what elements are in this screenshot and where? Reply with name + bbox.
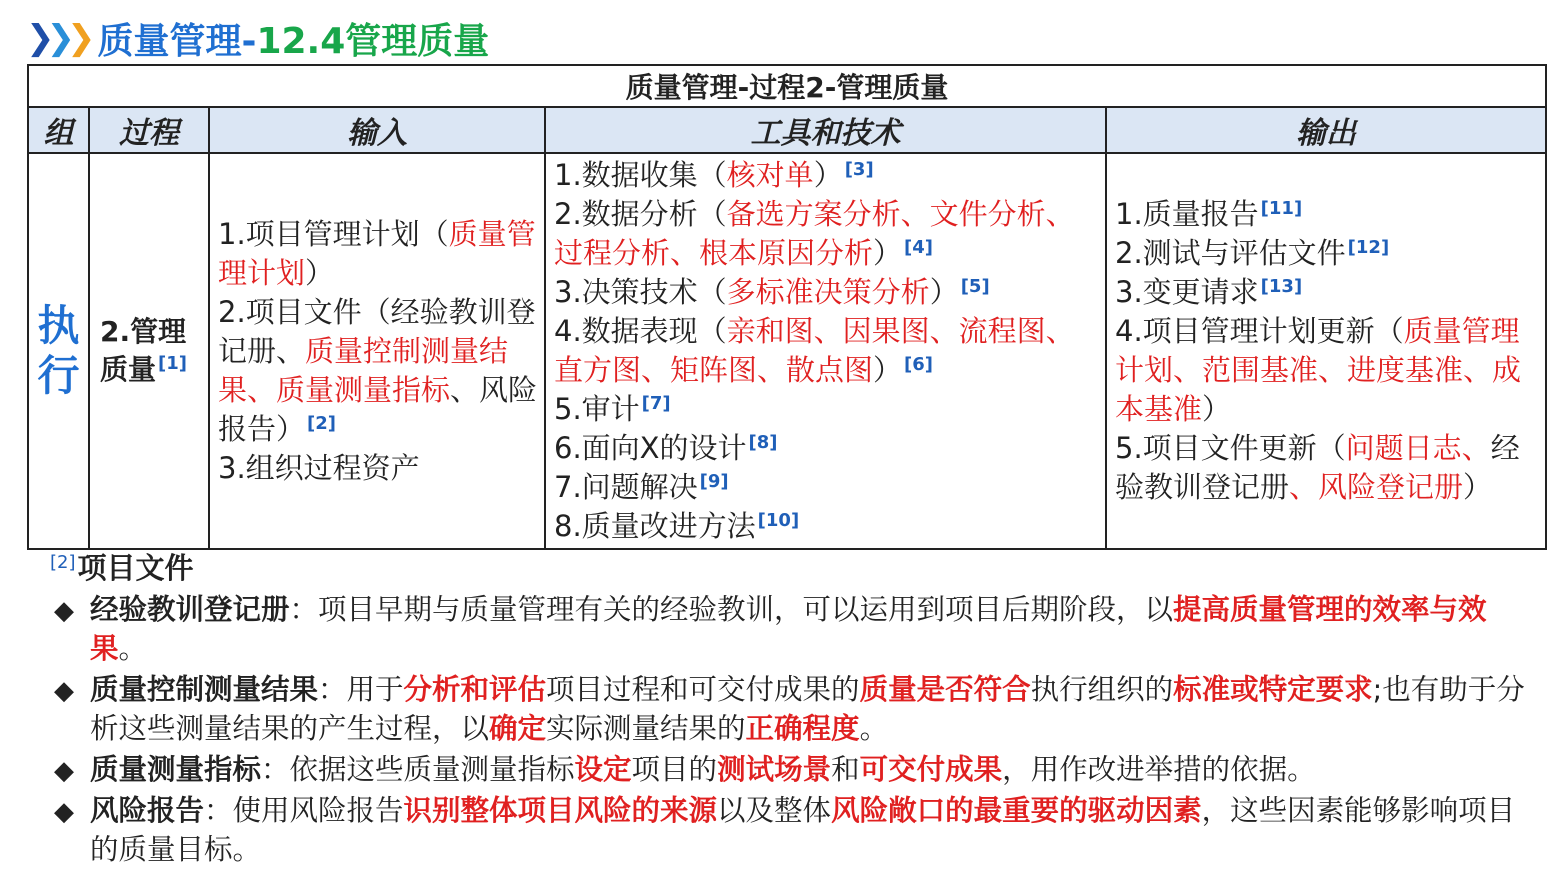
notes-heading: [2]项目文件 [50,551,194,585]
input-item-2: 2.项目文件（经验教训登记册、质量控制测量结果、质量测量指标、风险报告） [2] [218,294,538,446]
diamond-bullet-icon: ◆ [54,797,74,827]
slide-title: 质量管理-12.4管理质量 [97,20,490,62]
outputs-cell [1106,153,1546,549]
column-header-inputs: 输入 [209,107,545,153]
note-quality-control-measurements: ◆ 质量控制测量结果：用于分析和评估项目过程和可交付成果的质量是否符合执行组织的标准或特定要求;也有助于分析这些测量结果的产生过程，以确定实际测量结果的正确程度。 [54,673,1525,745]
table-caption: 质量管理-过程2-管理质量 [28,65,1546,107]
diamond-bullet-icon: ◆ [54,596,74,626]
output-item-2: 2.测试与评估文件 [12] [1115,236,1390,270]
column-header-group: 组 [28,107,89,153]
group-cell [28,153,89,549]
ref-1: [1] [158,353,187,374]
tools-cell [545,153,1106,549]
column-header-process: 过程 [89,107,209,153]
tool-item-2: 2.数据分析（备选方案分析、文件分析、过程分析、根本原因分析） [4] [554,197,1075,270]
process-table [27,64,1547,550]
slide-header [26,10,489,66]
output-item-1: 1.质量报告 [11] [1115,197,1303,231]
output-item-3: 3.变更请求 [13] [1115,275,1303,309]
input-item-1: 1.项目管理计划（质量管理计划） [218,216,536,290]
process-label: 2.管理质量 [100,315,187,386]
output-item-5: 5.项目文件更新（问题日志、经验教训登记册、风险登记册） [1115,431,1520,504]
notes-section [50,548,1530,869]
diamond-bullet-icon: ◆ [54,756,74,786]
diamond-bullet-icon: ◆ [54,676,74,706]
tool-item-3: 3.决策技术（多标准决策分析） [5] [554,275,990,309]
input-item-3: 3.组织过程资产 [218,450,420,485]
output-item-4: 4.项目管理计划更新（质量管理计划、范围基准、进度基准、成本基准） [1115,314,1522,426]
tool-item-8: 8.质量改进方法 [10] [554,509,800,543]
chevron-arrows-icon: ❯ ❯ ❯ [26,18,96,58]
note-lessons-learned: ◆ 经验教训登记册：项目早期与质量管理有关的经验教训，可以运用到项目后期阶段，以提高质量管理的效率与效果。 [54,593,1487,665]
tool-item-4: 4.数据表现（亲和图、因果图、流程图、直方图、矩阵图、散点图） [6] [554,314,1075,387]
note-risk-report: ◆ 风险报告：使用风险报告识别整体项目风险的来源以及整体风险敞口的最重要的驱动因素，这些因素能够影响项目的质量目标。 [54,794,1516,866]
column-header-tools: 工具和技术 [545,107,1106,153]
note-quality-metrics: ◆ 质量测量指标：依据这些质量测量指标设定项目的测试场景和可交付成果，用作改进举措的依据。 [50,750,1530,789]
tool-item-7: 7.问题解决 [9] [554,470,729,504]
tool-item-6: 6.面向X的设计 [8] [554,431,778,465]
process-cell [89,153,209,549]
inputs-cell [209,153,545,549]
tool-item-1: 1.数据收集（核对单） [3] [554,158,874,192]
column-header-outputs: 输出 [1106,107,1546,153]
group-label: 执行 [37,301,80,400]
tool-item-5: 5.审计 [7] [554,392,671,426]
